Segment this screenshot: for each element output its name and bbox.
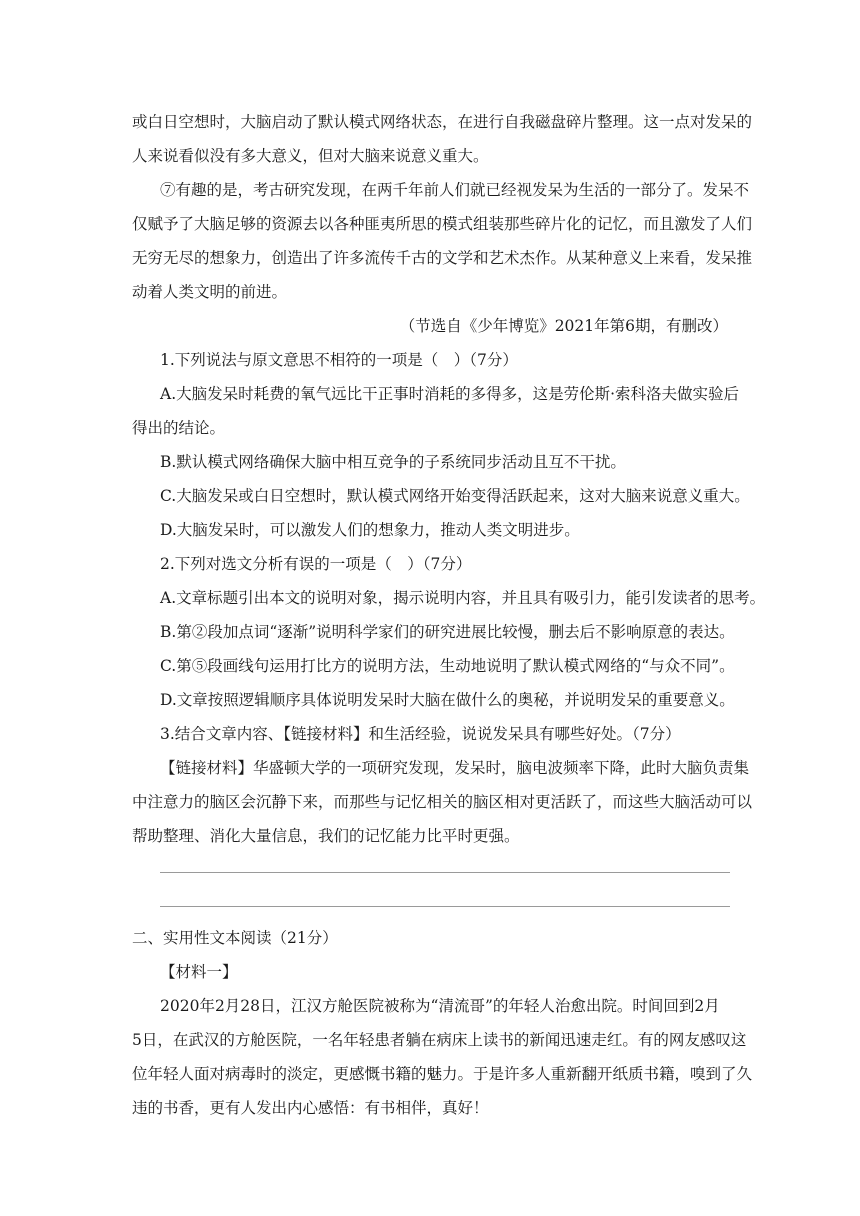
question-2-option-a: A.文章标题引出本文的说明对象，揭示说明内容，并且具有吸引力，能引发读者的思考。	[160, 589, 766, 607]
question-1-option-a: A.大脑发呆时耗费的氧气远比干正事时消耗的多得多，这是劳伦斯·索科洛夫做实验后	[160, 385, 740, 403]
material-label: 【材料一】	[160, 963, 238, 981]
paragraph-line: 2020年2月28日，江汉方舱医院被称为“清流哥”的年轻人治愈出院。时间回到2月	[160, 997, 720, 1015]
link-material-line: 帮助整理、消化大量信息，我们的记忆能力比平时更强。	[132, 827, 520, 845]
paragraph-line: 5日，在武汉的方舱医院，一名年轻患者躺在病床上读书的新闻迅速走红。有的网友感叹这	[132, 1031, 747, 1049]
paragraph-line: 人来说看似没有多大意义，但对大脑来说意义重大。	[132, 147, 489, 165]
paragraph-line: 动着人类文明的前进。	[132, 283, 288, 301]
link-material-line: 【链接材料】华盛顿大学的一项研究发现，发呆时，脑电波频率下降，此时大脑负责集	[160, 759, 750, 777]
question-2-stem: 2.下列对选文分析有误的一项是（ ）（7分）	[160, 555, 472, 573]
question-2-option-c: C.第⑤段画线句运用打比方的说明方法，生动地说明了默认模式网络的“与众不同”。	[160, 657, 735, 675]
paragraph-line: 仅赋予了大脑足够的资源去以各种匪夷所思的模式组装那些碎片化的记忆，而且激发了人们	[132, 215, 753, 233]
source-note: （节选自《少年博览》2021年第6期，有删改）	[399, 317, 728, 335]
question-1-stem: 1.下列说法与原文意思不相符的一项是（ ）（7分）	[160, 351, 518, 369]
answer-line	[160, 872, 730, 873]
question-1-option-a-cont: 得出的结论。	[132, 419, 226, 437]
paragraph-line: 违的书香，更有人发出内心感悟：有书相伴，真好！	[132, 1099, 489, 1117]
question-1-option-c: C.大脑发呆或白日空想时，默认模式网络开始变得活跃起来，这对大脑来说意义重大。	[160, 487, 750, 505]
paragraph-line: ⑦有趣的是，考古研究发现，在两千年前人们就已经视发呆为生活的一部分了。发呆不	[160, 181, 750, 199]
paragraph-line: 位年轻人面对病毒时的淡定，更感慨书籍的魅力。于是许多人重新翻开纸质书籍，嗅到了久	[132, 1065, 753, 1083]
link-material-line: 中注意力的脑区会沉静下来，而那些与记忆相关的脑区相对更活跃了，而这些大脑活动可以	[132, 793, 753, 811]
question-2-option-d: D.文章按照逻辑顺序具体说明发呆时大脑在做什么的奥秘，并说明发呆的重要意义。	[160, 691, 735, 709]
question-3-stem: 3.结合文章内容、【链接材料】和生活经验，说说发呆具有哪些好处。（7分）	[160, 725, 681, 743]
question-2-option-b: B.第②段加点词“逐渐”说明科学家们的研究进展比较慢，删去后不影响原意的表达。	[160, 623, 735, 641]
question-1-option-d: D.大脑发呆时，可以激发人们的想象力，推动人类文明进步。	[160, 521, 580, 539]
section-heading: 二、实用性文本阅读（21分）	[132, 929, 338, 947]
paragraph-line: 或白日空想时，大脑启动了默认模式网络状态，在进行自我磁盘碎片整理。这一点对发呆的	[132, 113, 753, 131]
paragraph-line: 无穷无尽的想象力，创造出了许多流传千古的文学和艺术杰作。从某种意义上来看，发呆推	[132, 249, 753, 267]
question-1-option-b: B.默认模式网络确保大脑中相互竞争的子系统同步活动且互不干扰。	[160, 453, 626, 471]
answer-line	[160, 906, 730, 907]
